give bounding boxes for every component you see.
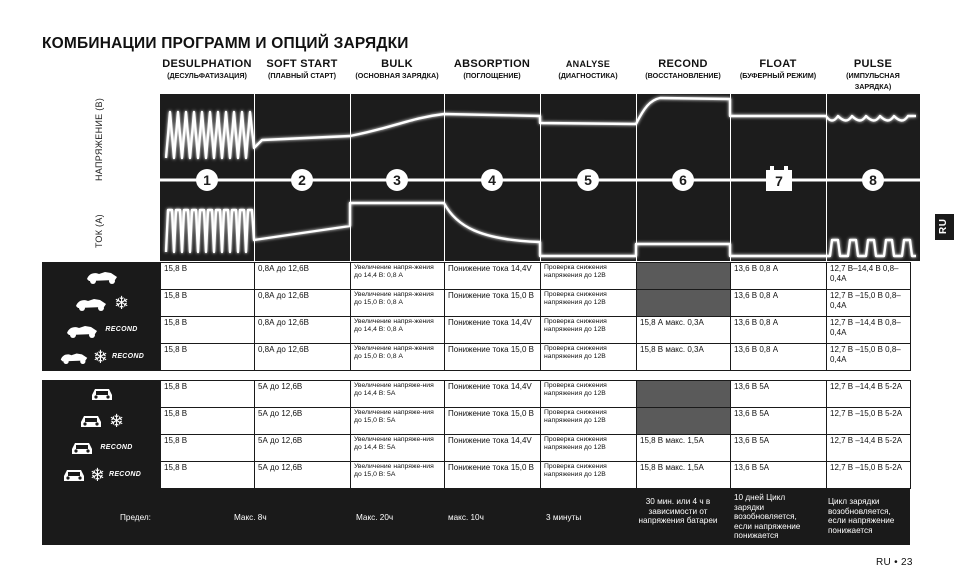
table-cell: 12,7 В –15,0 В 0,8–0,4А [827,344,911,371]
table-row [43,317,911,344]
phase-name-ru: (ОСНОВНАЯ ЗАРЯДКА) [355,71,439,80]
table-cell: 13,6 В 0,8 А [731,317,827,344]
phase-name-ru: (ПОГЛОЩЕНИЕ) [463,71,521,80]
table-cell: 15,8 В [161,317,255,344]
step-number: 5 [584,172,592,188]
table-cell: 0,8А до 12,6В [255,344,351,371]
table-cell: 12,7 В –15,0 В 0,8–0,4А [827,290,911,317]
motorcycle-icon [59,348,89,366]
program-icon-cell [43,344,161,371]
step-number: 6 [679,172,687,188]
table-cell: Увеличение напряже-ния до 15,0 В: 5А [351,462,445,489]
table-cell: 5А до 12,6В [255,381,351,408]
program-icon-cell [43,462,161,489]
phase-name-ru: (ДИАГНОСТИКА) [558,71,618,80]
table-row [43,263,911,290]
table-cell: 15,8 В макс. 1,5А [637,462,731,489]
current-axis-label: ТОК (А) [94,214,104,248]
table-cell: Понижение тока 14,4V [445,381,541,408]
table-cell: Проверка снижения напряжения до 12В [541,462,637,489]
car-icon [79,412,103,430]
phase-name: BULK [381,58,413,70]
table-cell: Проверка снижения напряжения до 12В [541,381,637,408]
table-cell: 13,6 В 5А [731,462,827,489]
table-cell: 12,7 В –14,4 В 5-2А [827,435,911,462]
snowflake-icon: ❄ [113,293,130,313]
table-cell: Увеличение напря-жения до 14,4 В: 0,8 А [351,317,445,344]
table-cell: 5А до 12,6В [255,408,351,435]
table-cell-empty [637,381,731,408]
table-row [43,462,911,489]
motorcycle-program-table [42,262,911,371]
snowflake-icon: ❄ [92,347,108,367]
table-row [43,290,911,317]
snowflake-icon: ❄ [108,411,125,431]
phase-name: ABSORPTION [453,58,531,70]
phase-name-ru: (БУФЕРНЫЙ РЕЖИМ) [739,71,817,80]
car-icon [90,385,114,403]
phase-name: DESULPHATION [162,58,252,70]
table-cell: Увеличение напряже-ния до 15,0 В: 5А [351,408,445,435]
table-cell: Понижение тока 14,4V [445,317,541,344]
table-row [43,408,911,435]
program-icon-cell [43,435,161,462]
table-cell: Увеличение напря-жения до 15,0 В: 0,8 А [351,290,445,317]
program-icon-cell [43,408,161,435]
phase-name: FLOAT [759,58,797,70]
table-cell: 15,8 В [161,344,255,371]
table-cell: 0,8А до 12,6В [255,290,351,317]
table-cell: 15,8 В [161,263,255,290]
table-cell: 0,8А до 12,6В [255,317,351,344]
motorcycle-icon [85,267,119,285]
program-icon-cell [43,381,161,408]
phase-name-ru: (ВОССТАНОВЛЕНИЕ) [645,71,721,80]
limit-analyse: 3 минуты [546,513,582,522]
table-cell: Проверка снижения напряжения до 12В [541,290,637,317]
table-cell: 0,8А до 12,6В [255,263,351,290]
step-number: 1 [203,172,211,188]
recond-label: RECOND [100,444,133,452]
table-cell: 15,8 В [161,381,255,408]
recond-label: RECOND [105,326,138,334]
table-row [43,344,911,371]
language-tab-label: RU [938,218,949,234]
car-icon [62,466,86,484]
motorcycle-icon [74,294,108,312]
table-cell: 5А до 12,6В [255,435,351,462]
recond-label: RECOND [108,471,142,479]
table-cell-empty [637,290,731,317]
table-cell: 15,8 В макс. 1,5А [637,435,731,462]
table-cell: 13,6 В 0,8 А [731,290,827,317]
battery-terminal-icon [770,166,774,170]
table-row [43,435,911,462]
phase-name-ru: (ИМПУЛЬСНАЯ ЗАРЯДКА) [846,71,900,91]
snowflake-icon: ❄ [89,465,105,485]
step-number: 8 [869,172,877,188]
recond-label: RECOND [111,353,145,361]
phase-name: RECOND [658,58,708,70]
phase-name: ANALYSE [565,59,611,69]
motorcycle-icon [65,321,99,339]
phase-name-ru: (ПЛАВНЫЙ СТАРТ) [268,71,336,80]
table-cell: Проверка снижения напряжения до 12В [541,408,637,435]
car-icon [70,439,94,457]
limit-float: 10 дней Цикл зарядки возобновляется, если напряжение понижается [734,493,801,541]
table-cell: 13,6 В 5А [731,435,827,462]
table-cell: 12,7 В –14,4 В 0,8–0,4А [827,317,911,344]
table-cell: Увеличение напря-жения до 14,4 В: 0,8 А [351,263,445,290]
phase-name: SOFT START [266,58,338,70]
step-number: 7 [775,173,783,189]
table-cell: 12,7 В –14,4 В 5-2А [827,381,911,408]
table-cell: Понижение тока 14,4V [445,263,541,290]
table-cell: Понижение тока 15,0 В [445,408,541,435]
limits-label: Предел: [120,513,151,522]
table-cell: 15,8 В [161,290,255,317]
table-cell: Проверка снижения напряжения до 12В [541,263,637,290]
step-number: 4 [488,172,496,188]
limits-row [42,489,910,545]
table-cell: 12,7 В –15,0 В 5-2А [827,462,911,489]
table-cell: 12,7 В–14,4 В 0,8–0,4А [827,263,911,290]
table-cell: 13,6 В 0,8 А [731,263,827,290]
limit-soft-start: Макс. 8ч [234,513,267,522]
limit-bulk: Макс. 20ч [356,513,394,522]
step-number: 3 [393,172,401,188]
battery-terminal-icon [784,166,788,170]
table-cell: 15,8 В [161,435,255,462]
table-cell: 15,8 В [161,462,255,489]
table-cell: Проверка снижения напряжения до 12В [541,435,637,462]
page-number: RU • 23 [876,557,913,568]
program-icon-cell [43,263,161,290]
table-cell: Понижение тока 15,0 В [445,462,541,489]
phase-name: PULSE [853,58,893,70]
page-title: КОМБИНАЦИИ ПРОГРАММ И ОПЦИЙ ЗАРЯДКИ [42,35,409,52]
table-cell: Увеличение напряже-ния до 14,4 В: 5А [351,381,445,408]
table-row [43,381,911,408]
table-cell: Проверка снижения напряжения до 12В [541,317,637,344]
program-icon-cell [43,290,161,317]
table-cell: Понижение тока 15,0 В [445,290,541,317]
table-cell: 15,8 В макс. 0,3А [637,344,731,371]
table-cell: Увеличение напряже-ния до 14,4 В: 5А [351,435,445,462]
step-number: 2 [298,172,306,188]
limit-absorption: макс. 10ч [448,513,484,522]
table-cell: 15,8 В [161,408,255,435]
car-program-table [42,380,911,489]
table-cell-empty [637,263,731,290]
program-icon-cell [43,317,161,344]
table-cell: 13,6 В 0,8 А [731,344,827,371]
limit-recond: 30 мин. или 4 ч в зависимости от напряжения батареи [638,497,718,526]
table-cell-empty [637,408,731,435]
table-cell: 5А до 12,6В [255,462,351,489]
table-cell: 13,6 В 5А [731,381,827,408]
table-cell: 12,7 В –15,0 В 5-2А [827,408,911,435]
phase-name-ru: (ДЕСУЛЬФАТИЗАЦИЯ) [167,71,247,80]
table-cell: Проверка снижения напряжения до 12В [541,344,637,371]
table-cell: Увеличение напря-жения до 15,0 В: 0,8 А [351,344,445,371]
table-cell: 13,6 В 5А [731,408,827,435]
voltage-axis-label: НАПРЯЖЕНИЕ (В) [94,97,104,181]
table-cell: Понижение тока 15,0 В [445,344,541,371]
table-cell: 15,8 А макс. 0,3А [637,317,731,344]
table-cell: Понижение тока 14,4V [445,435,541,462]
limit-pulse: Цикл зарядки возобновляется, если напряжение понижается [828,497,895,535]
